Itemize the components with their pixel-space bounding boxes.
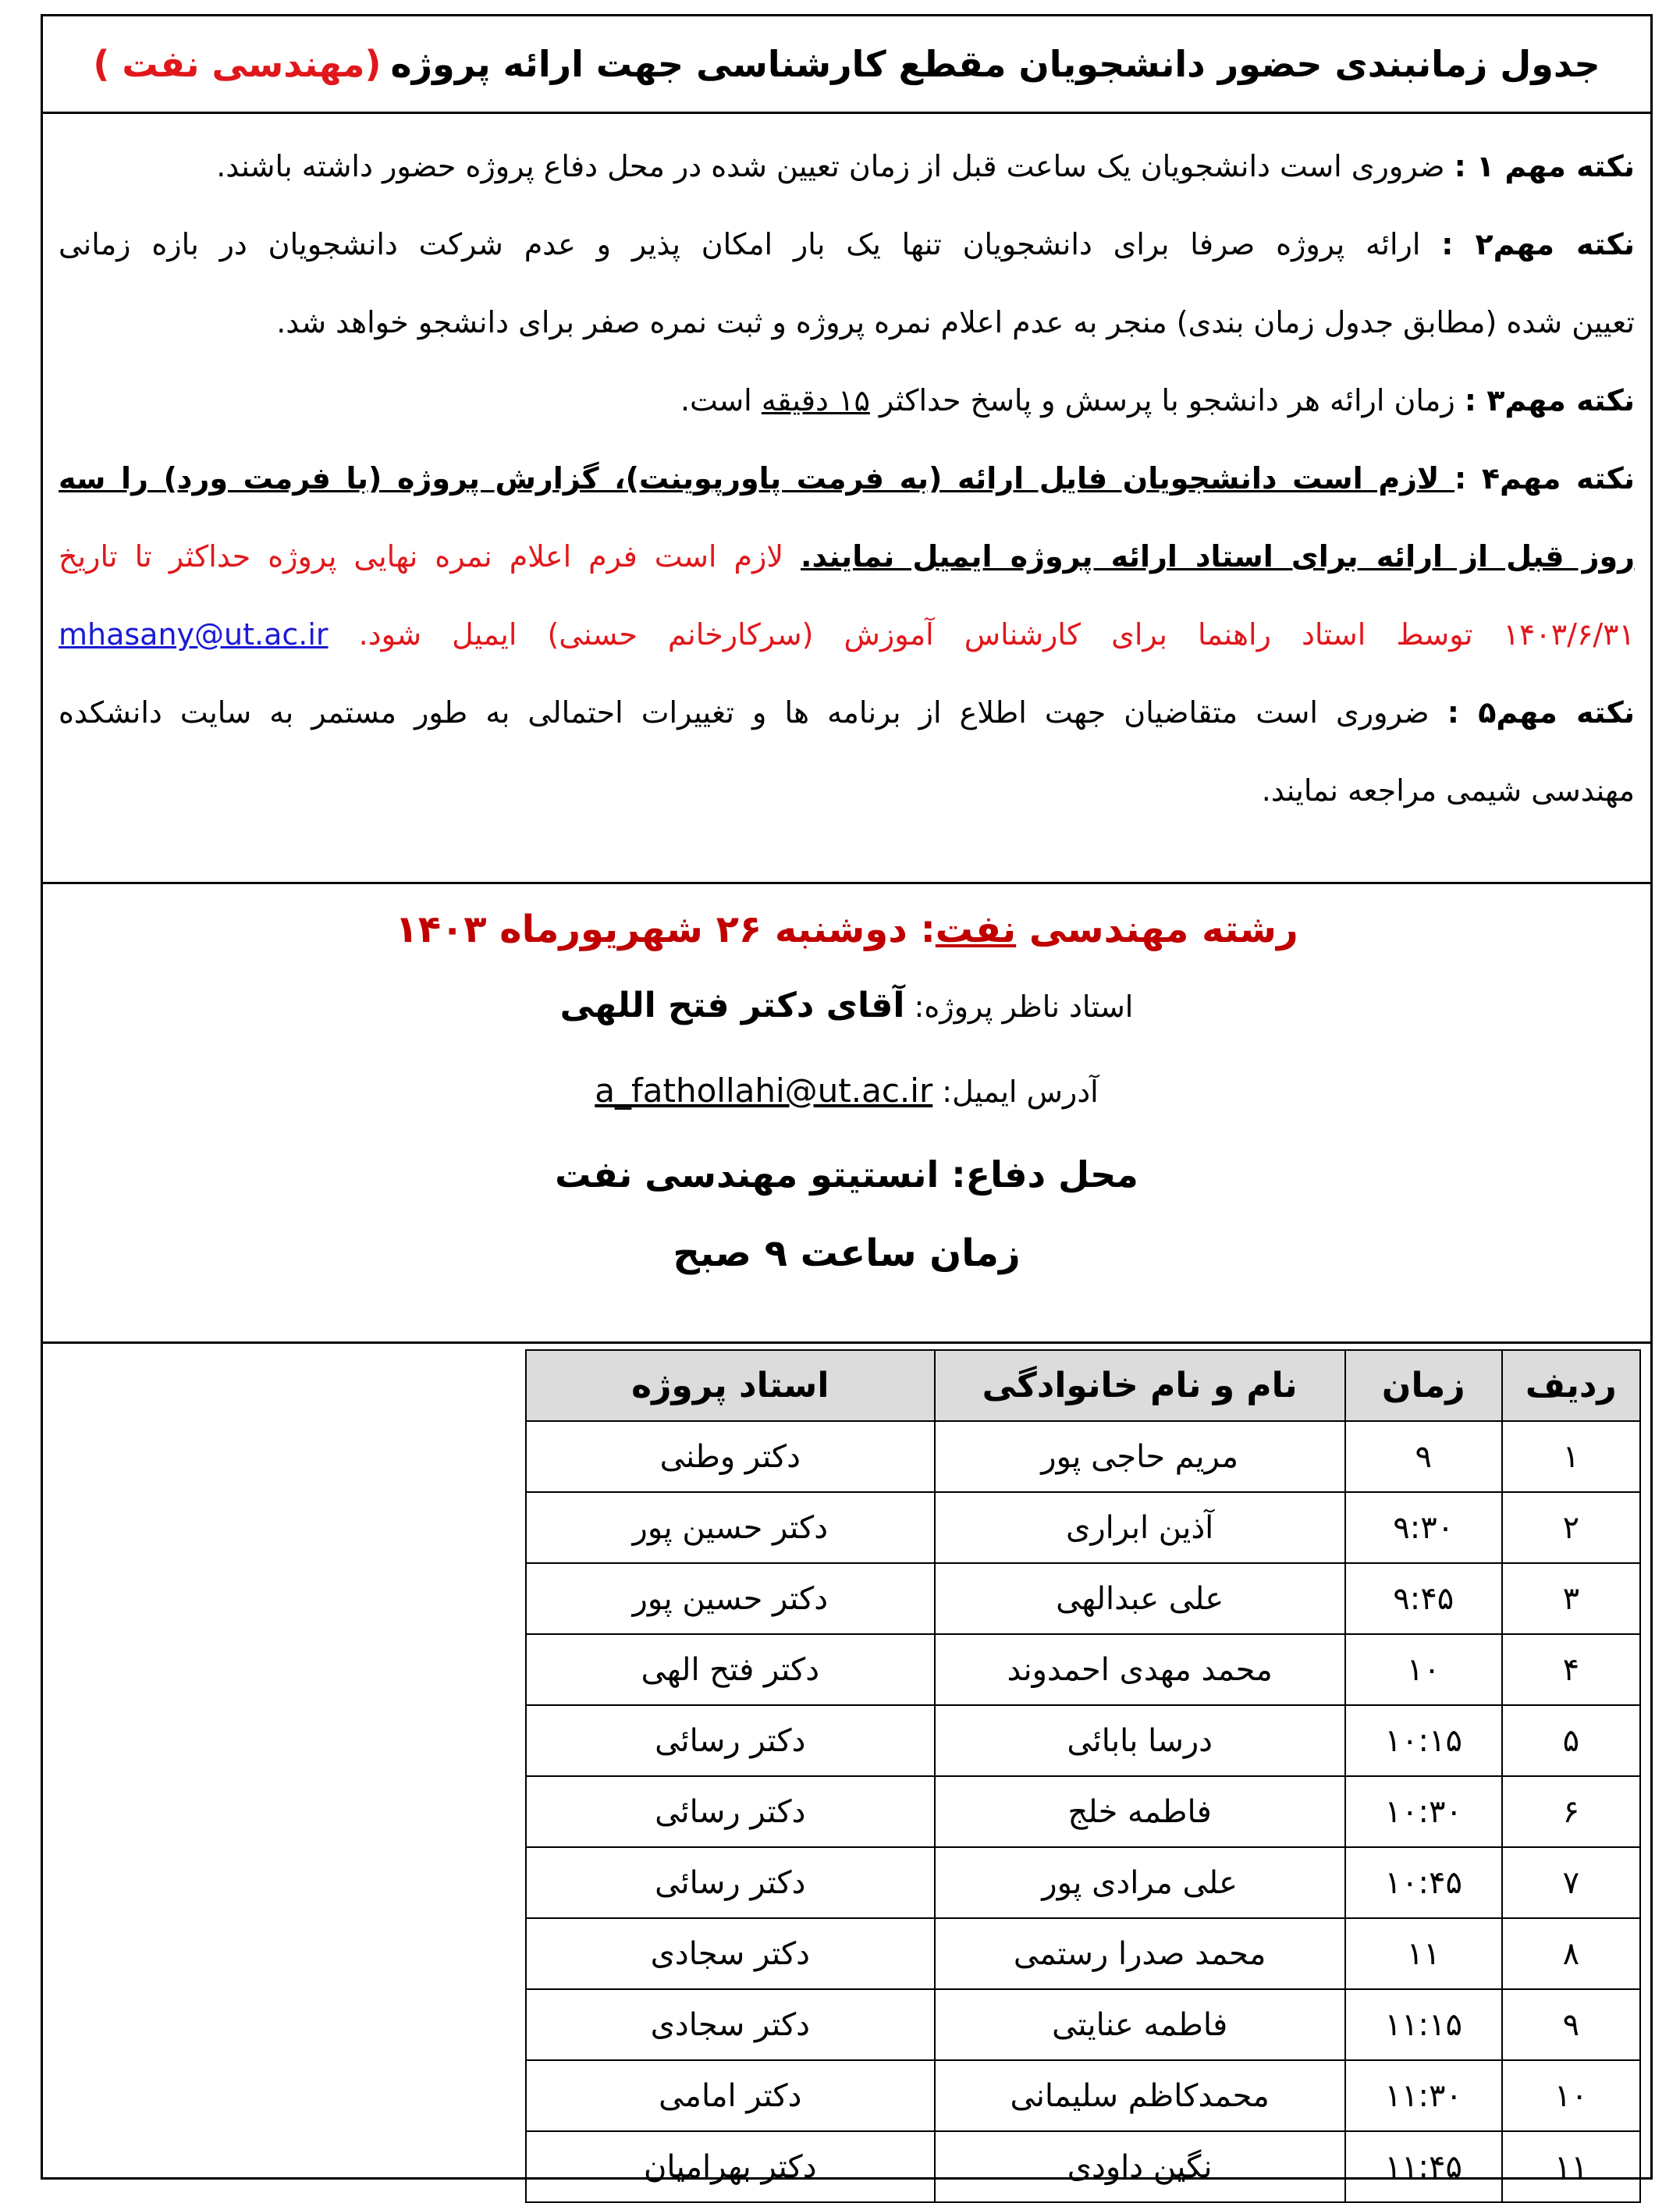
- table-row: [526, 1776, 1640, 1847]
- note-3-duration: ۱۵ دقیقه: [761, 383, 870, 418]
- table-row: [526, 1563, 1640, 1634]
- table-row: [526, 1918, 1640, 1989]
- note-2-label: نکته مهم۲ :: [1441, 227, 1635, 261]
- row-student: محمدکاظم سلیمانی: [935, 2060, 1345, 2131]
- header-advisor: استاد پروژه: [526, 1350, 935, 1421]
- schedule-table: [525, 1349, 1641, 2203]
- row-student: فاطمه خلج: [935, 1776, 1345, 1847]
- row-number: ۵: [1502, 1705, 1640, 1776]
- note-4-line-2: [59, 517, 1635, 595]
- supervisor-name: آقای دکتر فتح اللهی: [559, 986, 905, 1025]
- row-advisor: دکتر فتح الهی: [526, 1634, 935, 1705]
- note-4-text-b: روز قبل از ارائه برای استاد ارائه پروژه ایمیل نمایند.: [801, 539, 1635, 574]
- row-number: ۶: [1502, 1776, 1640, 1847]
- table-row: [526, 1705, 1640, 1776]
- header-time: زمان: [1345, 1350, 1502, 1421]
- row-student: آذین ابراری: [935, 1492, 1345, 1563]
- row-time: ۱۱: [1345, 1918, 1502, 1989]
- note-5-text-b: مهندسی شیمی مراجعه نمایند.: [1261, 773, 1635, 808]
- row-time: ۱۰:۴۵: [1345, 1847, 1502, 1918]
- field-date-heading: [43, 908, 1650, 951]
- row-student: علی عبدالهی: [935, 1563, 1345, 1634]
- row-time: ۹: [1345, 1421, 1502, 1492]
- row-time: ۱۱:۴۵: [1345, 2131, 1502, 2202]
- note-1-text: ضروری است دانشجویان یک ساعت قبل از زمان تعیین شده در محل دفاع پروژه حضور داشته باشند.: [216, 149, 1454, 183]
- header-student-name: نام و نام خانوادگی: [935, 1350, 1345, 1421]
- page-title: [43, 16, 1650, 114]
- row-time: ۱۰:۱۵: [1345, 1705, 1502, 1776]
- note-1: [59, 127, 1635, 205]
- row-number: ۷: [1502, 1847, 1640, 1918]
- row-student: محمد مهدی احمدوند: [935, 1634, 1345, 1705]
- row-student: فاطمه عنایتی: [935, 1989, 1345, 2060]
- email-label: آدرس ایمیل:: [932, 1075, 1099, 1109]
- supervisor-email[interactable]: a_fathollahi@ut.ac.ir: [595, 1071, 933, 1110]
- title-highlight: (مهندسی نفت ): [93, 43, 382, 85]
- row-number: ۳: [1502, 1563, 1640, 1634]
- note-5-label: نکته مهم۵ :: [1447, 695, 1635, 730]
- row-number: ۲: [1502, 1492, 1640, 1563]
- row-time: ۱۱:۳۰: [1345, 2060, 1502, 2131]
- row-advisor: دکتر سجادی: [526, 1989, 935, 2060]
- row-advisor: دکتر رسائی: [526, 1705, 935, 1776]
- row-time: ۹:۴۵: [1345, 1563, 1502, 1634]
- supervisor-line: [43, 986, 1650, 1025]
- row-advisor: دکتر امامی: [526, 2060, 935, 2131]
- document-frame: [41, 14, 1653, 2185]
- note-4-text-a: لازم است دانشجویان فایل ارائه (به فرمت پاورپوینت)، گزارش پروژه (با فرمت ورد) را سه: [59, 461, 1454, 496]
- row-number: ۱۰: [1502, 2060, 1640, 2131]
- defense-info: [43, 884, 1650, 1344]
- row-advisor: دکتر حسین پور: [526, 1492, 935, 1563]
- note-4-line-1: [59, 439, 1635, 517]
- note-3-label: نکته مهم۳ :: [1464, 383, 1635, 418]
- note-5-text-a: ضروری است متقاضیان جهت اطلاع از برنامه ها و تغییرات احتمالی به طور مستمر به سایت دانشکده: [59, 695, 1447, 730]
- field-date: : دوشنبه ۲۶ شهریورماه ۱۴۰۳: [395, 908, 936, 951]
- note-1-label: نکته مهم ۱ :: [1454, 149, 1635, 183]
- note-4-label: نکته مهم۴ :: [1454, 461, 1635, 496]
- note-5-line-2: [59, 752, 1635, 830]
- row-number: ۱: [1502, 1421, 1640, 1492]
- row-advisor: دکتر سجادی: [526, 1918, 935, 1989]
- note-2-text-a: ارائه پروژه صرفا برای دانشجویان تنها یک بار امکان پذیر و عدم شرکت دانشجویان در بازه زمانی: [59, 227, 1442, 261]
- note-3-text-b: است.: [680, 383, 762, 418]
- title-text: جدول زمانبندی حضور دانشجویان مقطع کارشناسی جهت ارائه پروژه: [390, 43, 1600, 85]
- supervisor-label: استاد ناظر پروژه:: [904, 990, 1134, 1024]
- row-advisor: دکتر رسائی: [526, 1847, 935, 1918]
- table-row: [526, 1492, 1640, 1563]
- note-4-line-3: [59, 595, 1635, 673]
- row-time: ۹:۳۰: [1345, 1492, 1502, 1563]
- table-header-row: [526, 1350, 1640, 1421]
- row-student: درسا بابائی: [935, 1705, 1345, 1776]
- row-number: ۹: [1502, 1989, 1640, 2060]
- row-student: علی مرادی پور: [935, 1847, 1345, 1918]
- table-row: [526, 1421, 1640, 1492]
- field-prefix: رشته مهندسی: [1016, 908, 1298, 951]
- table-row: [526, 2060, 1640, 2131]
- start-time: زمان ساعت ۹ صبح: [673, 1231, 1021, 1275]
- note-5-line-1: [59, 673, 1635, 752]
- venue: محل دفاع: انستیتو مهندسی نفت: [555, 1153, 1138, 1196]
- note-4-red-a: لازم است فرم اعلام نمره نهایی پروژه حداکثر تا تاریخ: [59, 539, 801, 574]
- row-advisor: دکتر بهرامیان: [526, 2131, 935, 2202]
- table-row: [526, 1989, 1640, 2060]
- table-row: [526, 2131, 1640, 2202]
- note-4-red-b: ۱۴۰۳/۶/۳۱ توسط استاد راهنما برای کارشناس آموزش (سرکارخانم حسنی) ایمیل شود.: [358, 617, 1635, 652]
- row-number: ۱۱: [1502, 2131, 1640, 2202]
- row-advisor: دکتر وطنی: [526, 1421, 935, 1492]
- note-3: [59, 361, 1635, 439]
- row-student: مریم حاجی پور: [935, 1421, 1345, 1492]
- note-2-text-b: تعیین شده (مطابق جدول زمان بندی) منجر به عدم اعلام نمره پروژه و ثبت نمره صفر برای دانشجو خواهد شد.: [276, 305, 1635, 339]
- table-row: [526, 1634, 1640, 1705]
- row-student: محمد صدرا رستمی: [935, 1918, 1345, 1989]
- row-advisor: دکتر رسائی: [526, 1776, 935, 1847]
- email-link-hasany[interactable]: mhasany@ut.ac.ir: [59, 617, 329, 652]
- row-number: ۴: [1502, 1634, 1640, 1705]
- note-2-line-2: [59, 283, 1635, 361]
- note-3-text-a: زمان ارائه هر دانشجو با پرسش و پاسخ حداکثر: [869, 383, 1465, 418]
- row-time: ۱۰: [1345, 1634, 1502, 1705]
- row-advisor: دکتر حسین پور: [526, 1563, 935, 1634]
- row-student: نگین داودی: [935, 2131, 1345, 2202]
- header-row-number: ردیف: [1502, 1350, 1640, 1421]
- row-time: ۱۱:۱۵: [1345, 1989, 1502, 2060]
- email-line: [43, 1071, 1650, 1110]
- notes-section: [43, 112, 1650, 884]
- field-name: نفت: [935, 908, 1017, 951]
- row-time: ۱۰:۳۰: [1345, 1776, 1502, 1847]
- table-row: [526, 1847, 1640, 1918]
- note-2-line-1: [59, 205, 1635, 283]
- row-number: ۸: [1502, 1918, 1640, 1989]
